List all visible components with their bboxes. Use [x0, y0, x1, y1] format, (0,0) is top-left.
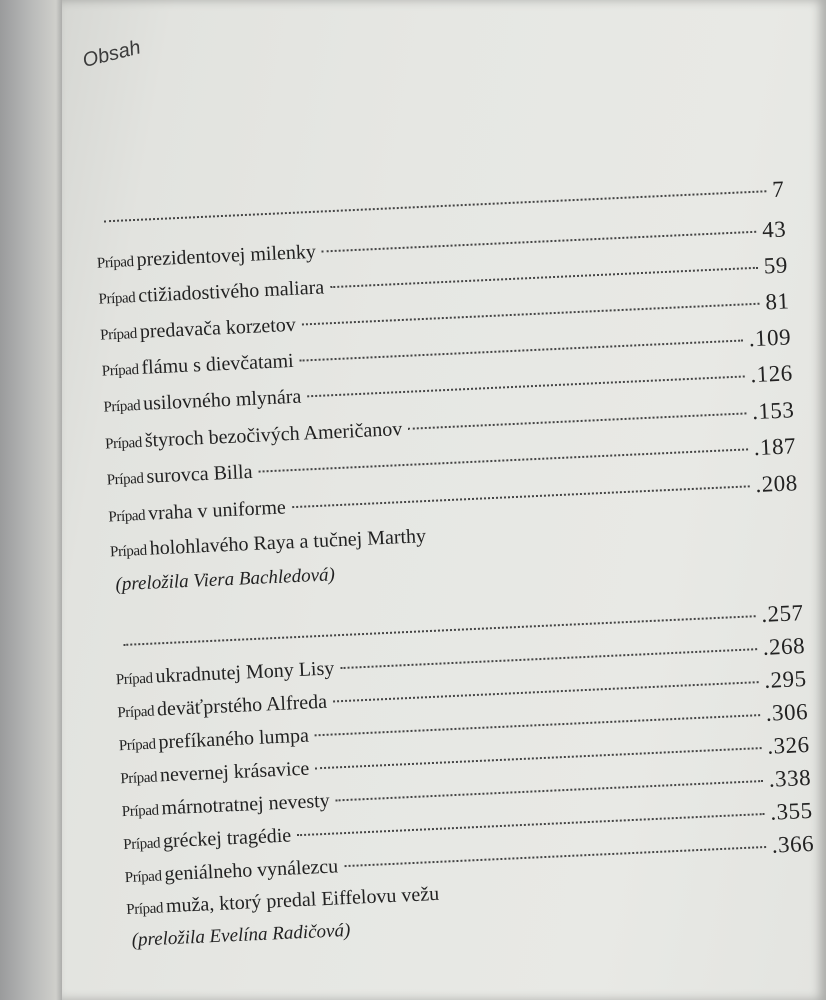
dot-leader [307, 375, 744, 397]
dot-leader [297, 813, 764, 836]
dot-leader [330, 267, 758, 288]
toc-entry-label: Prípad flámu s dievčatami [101, 349, 295, 380]
toc-page-number: .208 [754, 470, 799, 498]
translator-credit: (preložila Evelína Radičová) [131, 919, 351, 951]
toc-page-number: .338 [768, 764, 812, 792]
book-gutter [0, 0, 70, 1000]
translator-credit: (preložila Viera Bachledová) [115, 564, 336, 596]
dot-leader [333, 681, 758, 702]
dot-leader [336, 780, 763, 801]
toc-entry-label [94, 207, 98, 239]
toc-entry-label: Prípad ukradnutej Mony Lisy [115, 657, 335, 689]
page-title: Obsah [80, 36, 143, 73]
toc-entry-label: Prípad deväťprstého Alfreda [117, 690, 328, 722]
toc-page-number: .257 [760, 600, 805, 627]
dot-leader [315, 747, 761, 769]
toc-entry-label: Prípad predavača korzetov [99, 313, 297, 344]
toc-page-number: 43 [761, 216, 787, 243]
toc-page-number: .153 [751, 397, 795, 425]
dot-leader [322, 231, 756, 253]
dot-leader [104, 190, 766, 222]
toc-entry-label: Prípad surovca Billa [106, 460, 253, 489]
toc-page-number: .187 [753, 433, 797, 461]
table-of-contents [85, 0, 820, 999]
toc-entry-label: Prípad gréckej tragédie [123, 824, 292, 854]
toc-entry-label [114, 630, 118, 662]
toc-entry-label: Prípad márnotratnej nevesty [121, 789, 331, 821]
toc-page-number: 81 [764, 288, 790, 315]
dot-leader [299, 340, 742, 362]
toc-entry-label: Prípad prefíkaného lumpa [118, 724, 310, 755]
toc-page-number: .109 [748, 324, 792, 352]
toc-page-number: .306 [765, 698, 809, 726]
dot-leader [344, 846, 766, 867]
toc-page-number: .366 [771, 830, 815, 858]
toc-page-number: .326 [766, 731, 811, 759]
dot-leader [258, 448, 747, 472]
toc-entry-label: Prípad vraha v uniforme [108, 496, 287, 526]
dot-leader [315, 714, 760, 736]
dot-leader [302, 303, 760, 326]
toc-page-number: .355 [769, 797, 814, 825]
toc-entry-label: Prípad holohlavého Raya a tučnej Marthy [109, 525, 427, 561]
toc-entry-label: Prípad nevernej krásavice [120, 757, 310, 788]
dot-leader [408, 412, 746, 429]
toc-entry-label: Prípad geniálneho vynálezcu [124, 855, 339, 887]
toc-page-number: .126 [749, 360, 794, 388]
dot-leader [340, 648, 757, 669]
toc-entry-label: Prípad usilovného mlynára [103, 385, 302, 416]
toc-page-number: 59 [763, 252, 789, 279]
toc-page-number: 7 [771, 176, 785, 203]
toc-entry-label: Prípad štyroch bezočivých Američanov [104, 418, 403, 453]
dot-leader [292, 485, 750, 508]
toc-entry-label: Prípad muža, ktorý predal Eiffelovu vežu [125, 882, 440, 919]
toc-entry-label: Prípad prezidentovej milenky [96, 240, 317, 272]
toc-page-number: .268 [762, 633, 806, 660]
toc-page-number: .295 [763, 665, 808, 693]
toc-entry-label: Prípad ctižiadostivého maliara [98, 276, 325, 308]
